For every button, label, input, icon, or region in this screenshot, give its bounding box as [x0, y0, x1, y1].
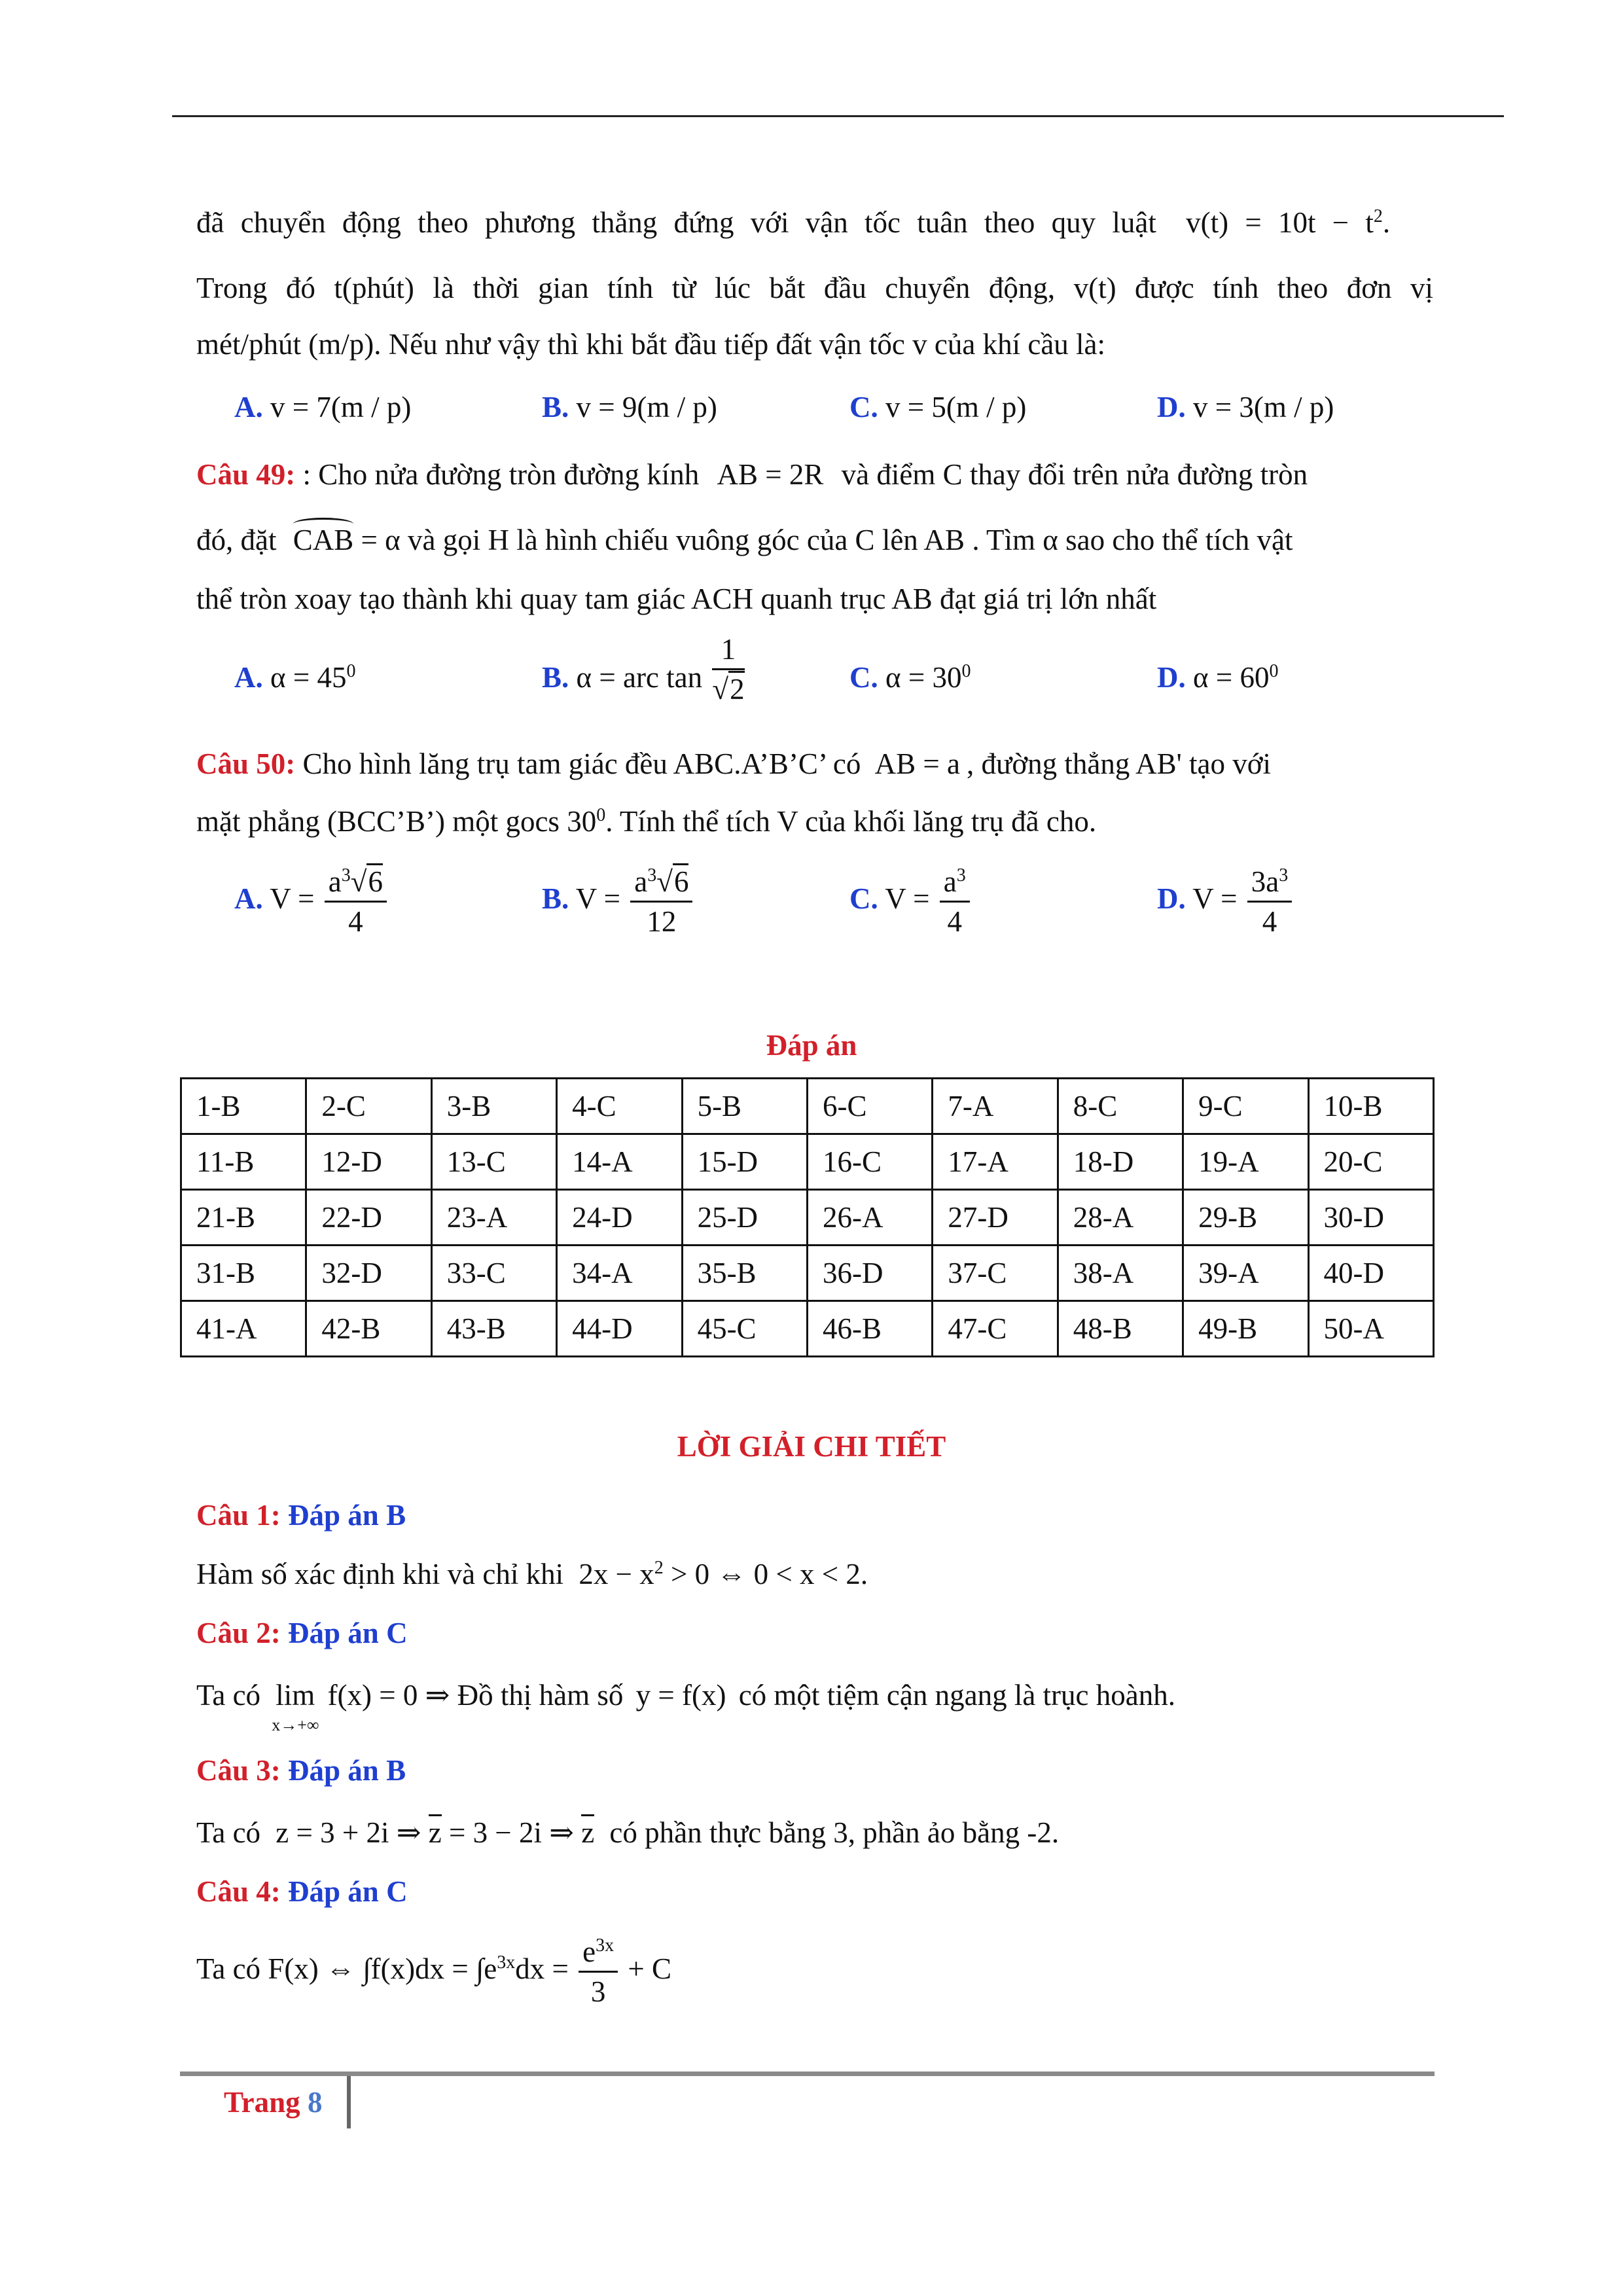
answer-cell: 18-D	[1058, 1134, 1183, 1190]
answer-cell: 49-B	[1183, 1301, 1308, 1357]
sol1-heading: Câu 1: Đáp án B	[196, 1499, 406, 1532]
answer-cell: 34-A	[557, 1246, 682, 1301]
answer-cell: 21-B	[181, 1190, 306, 1246]
page-number: Trang 8	[224, 2086, 323, 2119]
answer-cell: 22-D	[306, 1190, 431, 1246]
q49-option-a: A. $\alpha = 45^0$	[234, 661, 356, 694]
q48-line2: Trong đó t(phút) là thời gian tính từ lúc bắt đầu chuyển động, v(t) được tính theo đơn vị	[196, 272, 1433, 304]
q49-line1: Câu 49: : Cho nửa đường tròn đường kính AB = 2R và điểm C thay đổi trên nửa đường tròn	[196, 458, 1308, 491]
solutions-title: LỜI GIẢI CHI TIẾT	[677, 1430, 946, 1463]
answer-cell: 16-C	[807, 1134, 932, 1190]
answer-cell: 7-A	[933, 1079, 1058, 1134]
answer-cell: 14-A	[557, 1134, 682, 1190]
footer-divider	[347, 2076, 351, 2128]
answer-cell: 50-A	[1308, 1301, 1433, 1357]
q49-line3: thể tròn xoay tạo thành khi quay tam giác ACH quanh trục AB đạt giá trị lớn nhất	[196, 583, 1157, 615]
sol2-heading: Câu 2: Đáp án C	[196, 1617, 408, 1649]
answer-cell: 27-D	[933, 1190, 1058, 1246]
q48-option-c: C. v = 5(m / p)	[849, 391, 1027, 423]
sol4-text: Ta có F(x) ⇔ $\int f(x)dx = \int e^{3x}dx$ = $\frac{e^{3x}}{3}$ + C	[196, 1935, 672, 2008]
sol2-text: Ta có lim x→+∞ f(x) = 0 ⇒ Đồ thị hàm số y = f(x) có một tiệm cận ngang là trục hoành.	[196, 1679, 1175, 1734]
answer-cell: 48-B	[1058, 1301, 1183, 1357]
answer-cell: 9-C	[1183, 1079, 1308, 1134]
answer-cell: 15-D	[682, 1134, 807, 1190]
answer-cell: 23-A	[431, 1190, 556, 1246]
footer-rule	[180, 2072, 1435, 2076]
sol3-heading: Câu 3: Đáp án B	[196, 1754, 406, 1787]
answer-cell: 29-B	[1183, 1190, 1308, 1246]
answer-cell: 38-A	[1058, 1246, 1183, 1301]
q49-option-d: D. $\alpha = 60^0$	[1157, 661, 1279, 694]
answer-cell: 35-B	[682, 1246, 807, 1301]
answer-cell: 31-B	[181, 1246, 306, 1301]
answer-cell: 47-C	[933, 1301, 1058, 1357]
answer-cell: 25-D	[682, 1190, 807, 1246]
answer-cell: 19-A	[1183, 1134, 1308, 1190]
answer-cell: 36-D	[807, 1246, 932, 1301]
arc-cab: CAB	[293, 520, 354, 560]
q50-option-a: A. V = $\frac{a^3√6}{4}$	[234, 864, 389, 939]
answer-cell: 8-C	[1058, 1079, 1183, 1134]
q50-option-c: C. V = $\frac{a^3}{4}$	[849, 864, 972, 939]
answer-cell: 32-D	[306, 1246, 431, 1301]
answer-cell: 10-B	[1308, 1079, 1433, 1134]
q49-option-c: C. $\alpha = 30^0$	[849, 661, 971, 694]
q48-option-a: A. v = 7(m / p)	[234, 391, 412, 423]
q50-option-d: D. V = $\frac{3a^3}{4}$	[1157, 864, 1294, 939]
table-row	[181, 1301, 1434, 1357]
answer-cell: 28-A	[1058, 1190, 1183, 1246]
answer-cell: 41-A	[181, 1301, 306, 1357]
answer-cell: 12-D	[306, 1134, 431, 1190]
answer-cell: 45-C	[682, 1301, 807, 1357]
answer-cell: 6-C	[807, 1079, 932, 1134]
q50-line2: mặt phẳng (BCC’B’) một gocs $30^0$. Tính thể tích V của khối lăng trụ đã cho.	[196, 805, 1097, 838]
answer-cell: 37-C	[933, 1246, 1058, 1301]
answer-cell: 39-A	[1183, 1246, 1308, 1301]
answer-cell: 4-C	[557, 1079, 682, 1134]
table-row	[181, 1190, 1434, 1246]
answer-cell: 2-C	[306, 1079, 431, 1134]
answer-cell: 30-D	[1308, 1190, 1433, 1246]
answer-cell: 24-D	[557, 1190, 682, 1246]
table-row	[181, 1246, 1434, 1301]
q48-option-d: D. v = 3(m / p)	[1157, 391, 1334, 423]
q49-optb-fraction: $\frac{1}{√2}$	[712, 633, 745, 706]
sol1-text: Hàm số xác định khi và chỉ khi $2x - x^2 > 0$ ⇔ 0 < x < 2.	[196, 1558, 868, 1590]
q48-line1: đã chuyển động theo phương thẳng đứng với vận tốc tuân theo quy luật $v(t) = 10t - t^2$.	[196, 206, 1391, 239]
answer-cell: 46-B	[807, 1301, 932, 1357]
answer-table	[180, 1077, 1435, 1357]
table-row	[181, 1079, 1434, 1134]
answer-cell: 40-D	[1308, 1246, 1433, 1301]
answer-cell: 3-B	[431, 1079, 556, 1134]
answer-cell: 17-A	[933, 1134, 1058, 1190]
answer-cell: 33-C	[431, 1246, 556, 1301]
answer-cell: 11-B	[181, 1134, 306, 1190]
answer-title: Đáp án	[766, 1029, 857, 1062]
answer-cell: 26-A	[807, 1190, 932, 1246]
q48-option-b: B. v = 9(m / p)	[542, 391, 717, 423]
answer-cell: 20-C	[1308, 1134, 1433, 1190]
q50-line1: Câu 50: Cho hình lăng trụ tam giác đều ABC.A’B’C’ có AB = a , đường thẳng AB' tạo với	[196, 747, 1272, 780]
sol4-heading: Câu 4: Đáp án C	[196, 1875, 408, 1908]
q48-line3: mét/phút (m/p). Nếu như vậy thì khi bắt đầu tiếp đất vận tốc v của khí cầu là:	[196, 328, 1106, 361]
sol3-text: Ta có z = 3 + 2i ⇒ z = 3 − 2i ⇒ z có phần thực bằng 3, phần ảo bằng -2.	[196, 1813, 1433, 1852]
answer-cell: 42-B	[306, 1301, 431, 1357]
q49-option-b: B. α = arc tan $\frac{1}{√2}$	[542, 633, 745, 706]
answer-cell: 44-D	[557, 1301, 682, 1357]
answer-cell: 13-C	[431, 1134, 556, 1190]
answer-cell: 43-B	[431, 1301, 556, 1357]
answer-cell: 5-B	[682, 1079, 807, 1134]
q50-option-b: B. V = $\frac{a^3√6}{12}$	[542, 864, 695, 939]
q49-line2: đó, đặt CAB = α và gọi H là hình chiếu vuông góc của C lên AB . Tìm α sao cho thể tích vật	[196, 520, 1433, 560]
answer-cell: 1-B	[181, 1079, 306, 1134]
table-row	[181, 1134, 1434, 1190]
header-rule	[172, 115, 1504, 117]
